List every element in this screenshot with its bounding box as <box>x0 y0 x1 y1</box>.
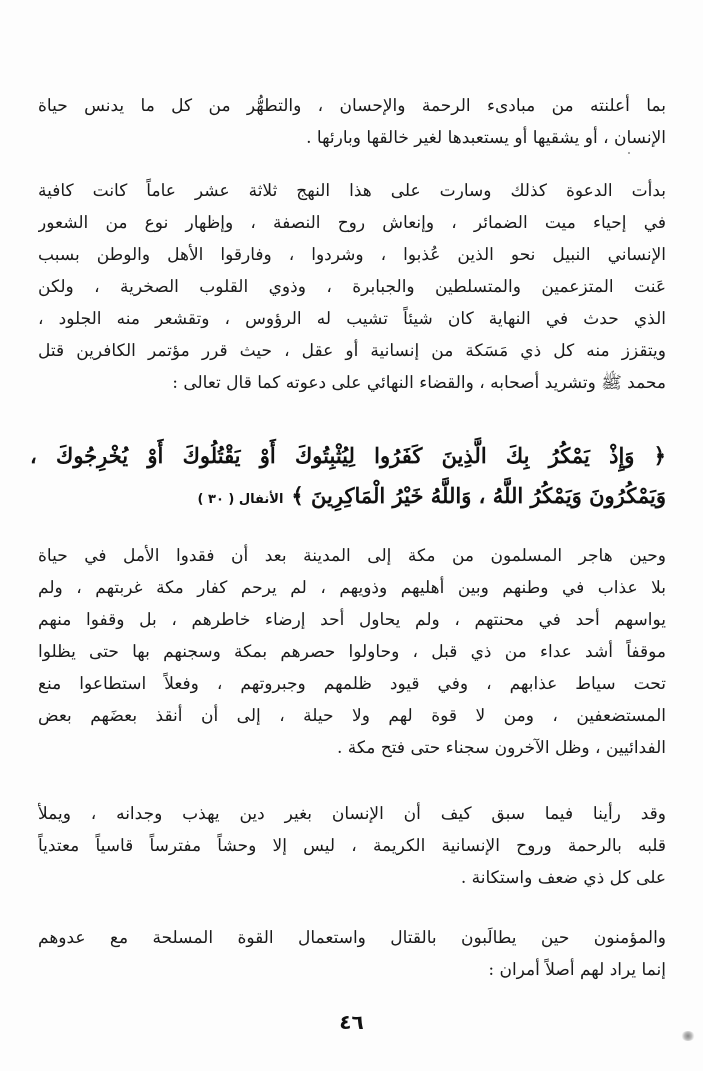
text-line: الإنساني النبيل نحو الذين عُذبوا ، وشردوا ، وفارقوا الأهل والوطن بسبب <box>38 245 666 265</box>
text-line: إنما يراد لهم أصلاً أمران : <box>488 960 666 980</box>
text-line: على كل ذي ضعف واستكانة . <box>460 868 666 888</box>
text-line: عَنت المتزعمين والمتسلطين والجبابرة ، وذوي القلوب الصخرية ، ولكن <box>38 277 666 297</box>
text-line: في إحياء ميت الضمائر ، وإنعاش روح النصفة ، وإظهار نوع من الشعور <box>38 213 666 233</box>
text-line: تحت سياط عذابهم ، وفي قيود ظلمهم وجبروتهم ، وفعلاً استطاعوا منع <box>38 674 666 694</box>
surah-reference: الأنفال ( ٣٠ ) <box>197 492 284 507</box>
text-line: المستضعفين ، ومن لا قوة لهم ولا حيلة ، إلى أن أنقذ بعضَهم بعض <box>38 706 666 726</box>
text-line: وحين هاجر المسلمون من مكة إلى المدينة بعد أن فقدوا الأمل في حياة <box>38 546 666 566</box>
text-line: الذي حدث في النهاية كان شيئاً تشيب له الرؤوس ، وتقشعر منه الجلود ، <box>38 309 666 329</box>
text-line: الفدائيين ، وظل الآخرون سجناء حتى فتح مكة . <box>337 738 666 758</box>
verse-line-2 <box>30 476 666 516</box>
quran-verse <box>30 436 666 516</box>
text-line: بلا عذاب في وطنهم وبين أهليهم وذويهم ، لم يرحم كفار مكة غربتهم ، ولم <box>38 578 666 598</box>
paragraph-5 <box>38 922 666 986</box>
page-number: ٤٦ <box>339 1010 364 1034</box>
paragraph-3 <box>38 540 666 764</box>
text-line: يواسهم أحد في محنتهم ، ولم يحاول أحد إرضاء خاطرهم ، بل وقفوا منهم <box>38 610 666 630</box>
text-line: وقد رأينا فيما سبق كيف أن الإنسان بغير دين يهذب وجدانه ، ويملأ <box>38 804 666 824</box>
paragraph-2 <box>38 175 666 399</box>
text-line: والمؤمنون حين يطالَبون بالقتال واستعمال القوة المسلحة مع عدوهم <box>38 928 666 948</box>
scan-smudge <box>681 1031 695 1041</box>
verse-line-1: ﴿ وَإِذْ يَمْكُرُ بِكَ الَّذِينَ كَفَرُوا لِيُثْبِتُوكَ أَوْ يَقْتُلُوكَ أَوْ يُخْرِجُوكَ ، <box>30 443 666 468</box>
text-line: قلبه بالرحمة وروح الإنسانية الكريمة ، ليس إلا وحشاً مفترساً قاسياً معتدياً <box>38 836 666 856</box>
text-line: بدأت الدعوة كذلك وسارت على هذا النهج ثلاثة عشر عاماً كانت كافية <box>38 181 666 201</box>
text-line: بما أعلنته من مبادىء الرحمة والإحسان ، والتطهُّر من كل ما يدنس حياة <box>38 96 666 116</box>
text-line: موقفاً أشد عداء من ذي قبل ، وحاولوا حصرهم بمكة وسجنهم بها حتى يظلوا <box>38 642 666 662</box>
text-line: محمد ﷺ وتشريد أصحابه ، والقضاء النهائي على دعوته كما قال تعالى : <box>172 373 666 393</box>
text-line: ويتقزز منه كل ذي مَسَكة من إنسانية أو عقل ، حيث قرر مؤتمر الكافرين قتل <box>38 341 666 361</box>
paragraph-4 <box>38 798 666 894</box>
text-line: الإنسان ، أو يشقيها أو يستعبدها لغير خالقها وبارئها . <box>306 128 666 148</box>
verse-text: وَيَمْكُرُونَ وَيَمْكُرُ اللَّهُ ، وَاللَّهُ خَيْرُ الْمَاكِرِينَ ﴾ <box>291 483 666 508</box>
paragraph-1 <box>38 90 666 154</box>
